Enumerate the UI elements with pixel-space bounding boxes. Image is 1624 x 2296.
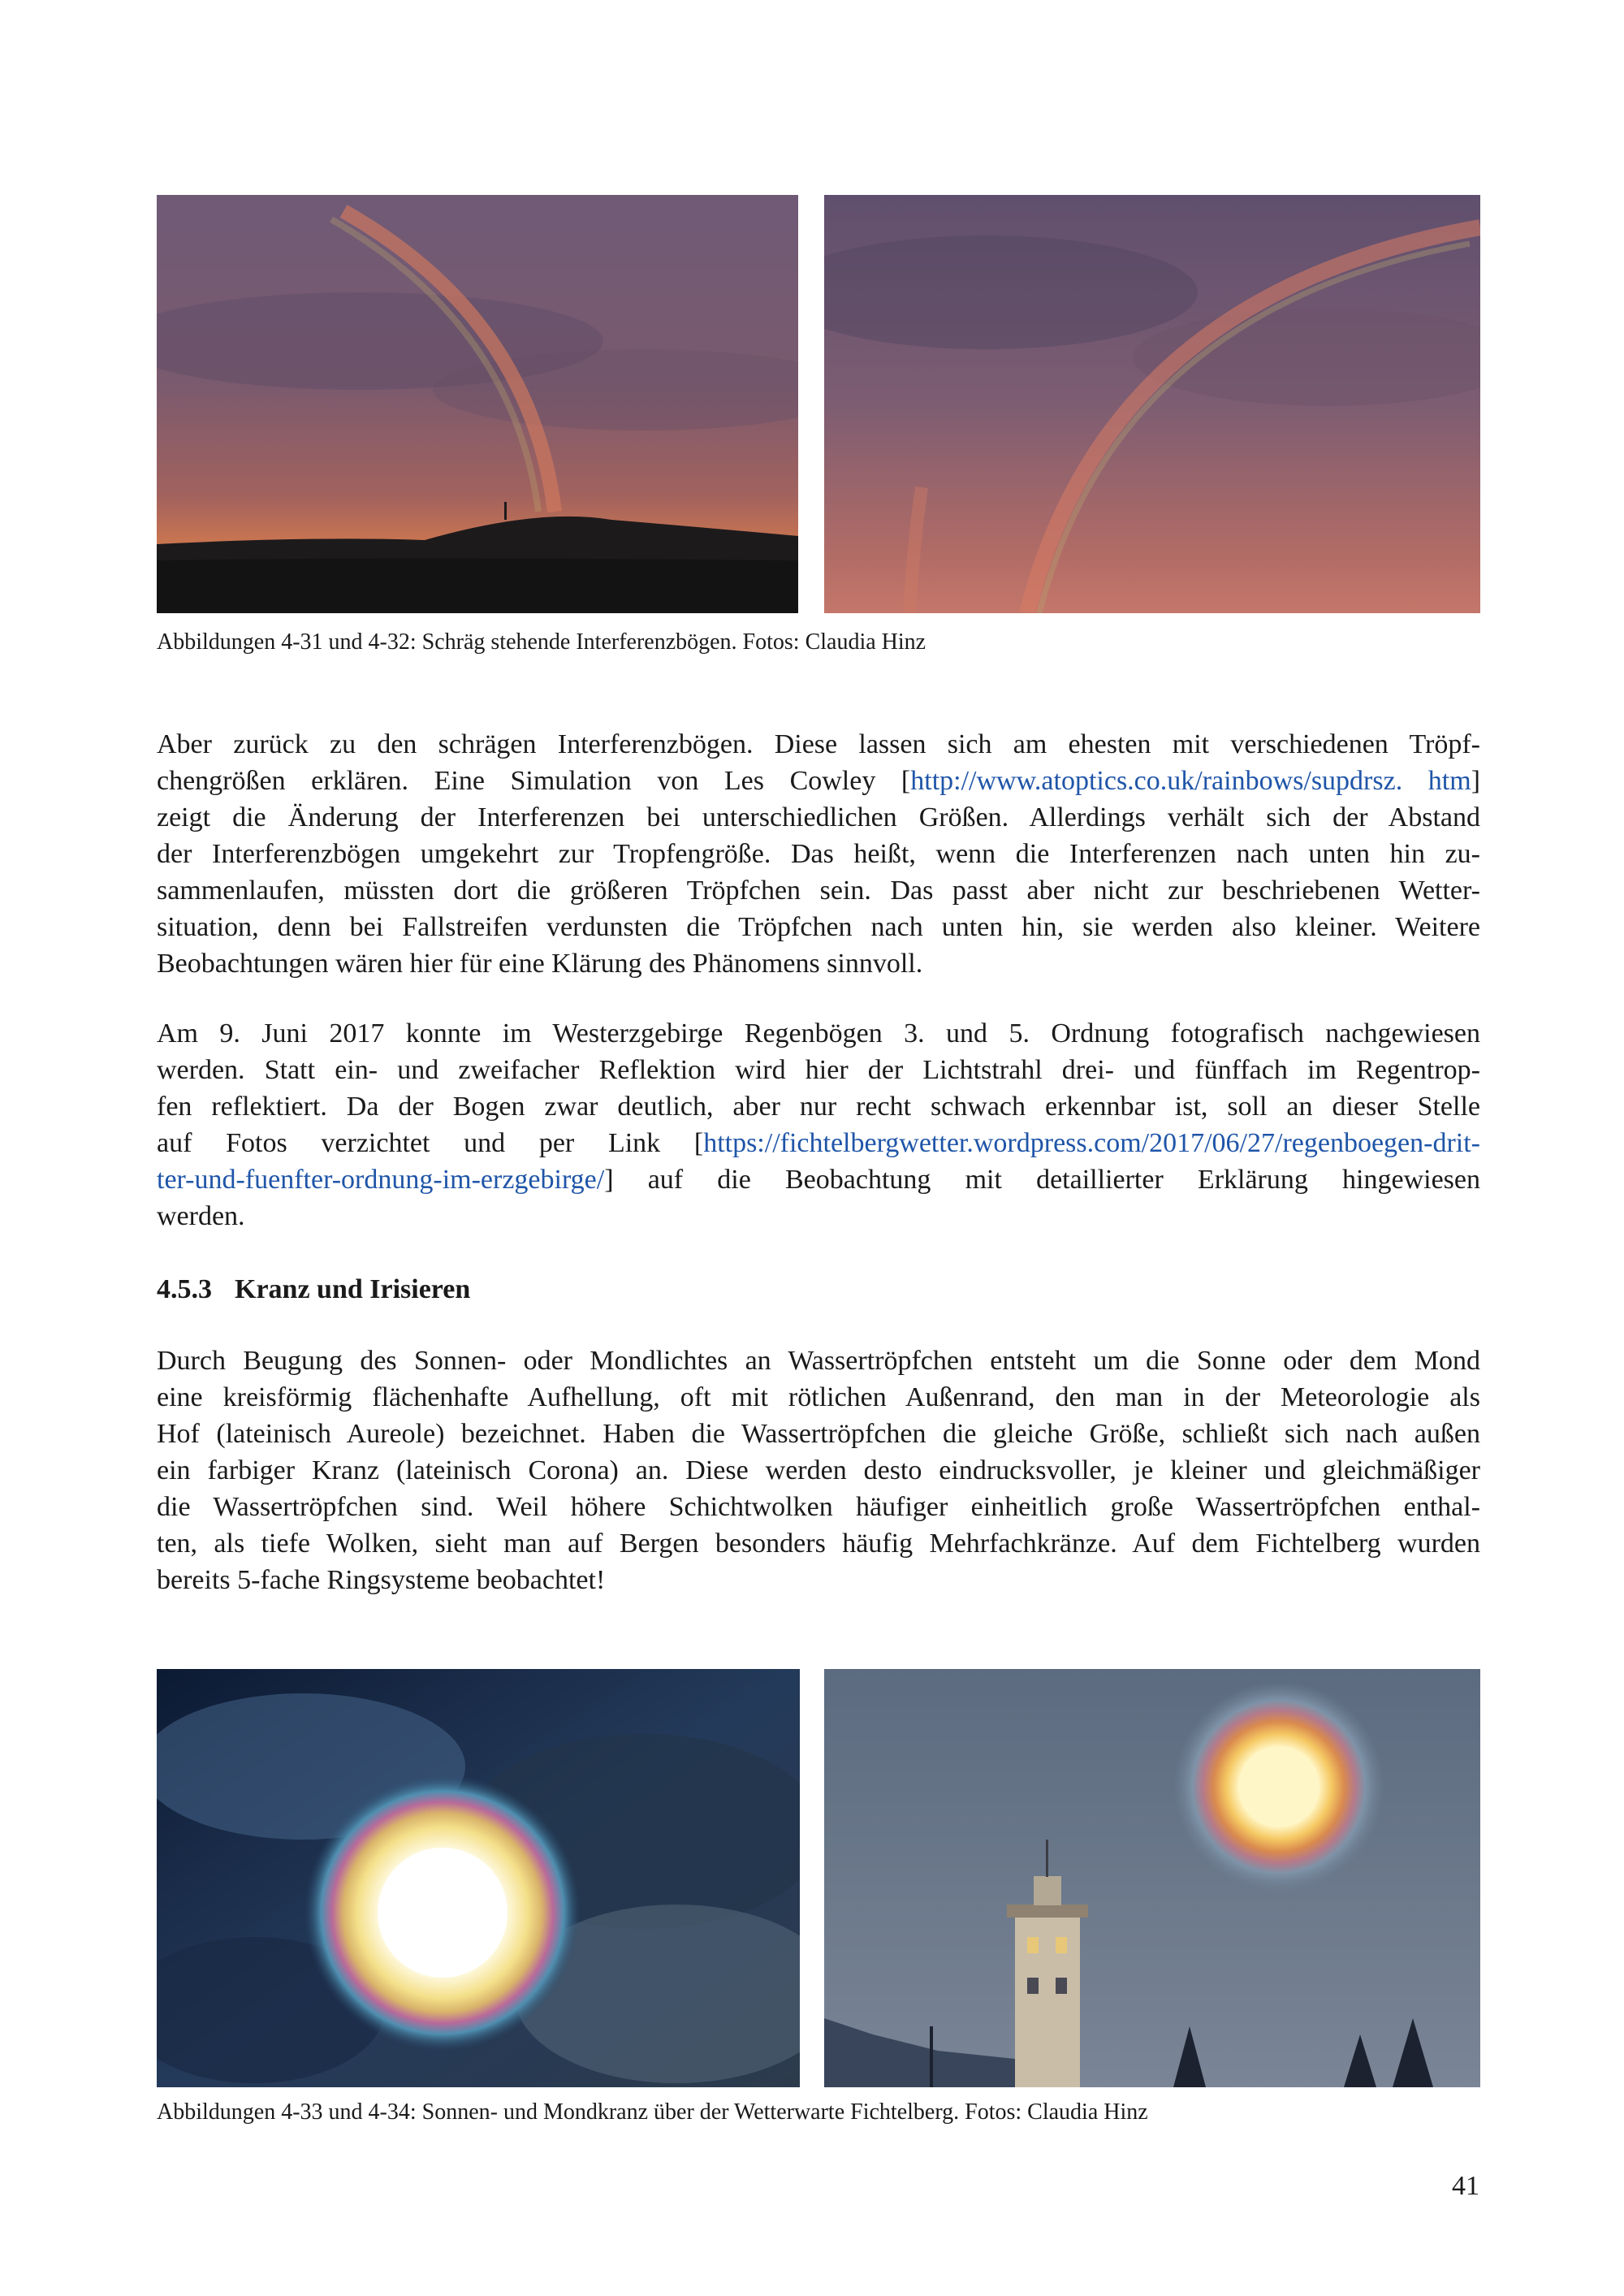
text-line: Hof (lateinisch Aureole) bezeichnet. Haben die Wassertröpfchen die gleiche Größe, schließt sich nach außen bbox=[157, 1419, 1480, 1449]
text-line: Beobachtungen wären hier für eine Klärung des Phänomens sinnvoll. bbox=[157, 949, 923, 979]
text-line: fen reflektiert. Da der Bogen zwar deutlich, aber nur recht schwach erkennbar ist, soll an dieser Stelle bbox=[157, 1092, 1480, 1122]
text-span: ] auf die Beobachtung mit detaillierter Erklärung hingewiesen bbox=[604, 1165, 1480, 1195]
link-fichtelbergwetter-cont[interactable]: ter-und-fuenfter-ordnung-im-erzgebirge/ bbox=[157, 1165, 605, 1195]
section-number: 4.5.3 bbox=[157, 1274, 212, 1304]
text-line: der Interferenzbögen umgekehrt zur Tropfengröße. Das heißt, wenn die Interferenzen nach unten hin zu- bbox=[157, 839, 1480, 869]
text-line: Durch Beugung des Sonnen- oder Mondlichtes an Wassertröpfchen entsteht um die Sonne oder dem Mond bbox=[157, 1346, 1480, 1376]
text-line: situation, denn bei Fallstreifen verdunsten die Tröpfchen nach unten hin, sie werden also kleiner. Weitere bbox=[157, 912, 1480, 942]
text-line: ten, als tiefe Wolken, sieht man auf Bergen besonders häufig Mehrfachkränze. Auf dem Fichtelberg wurden bbox=[157, 1529, 1480, 1559]
page-number: 41 bbox=[1452, 2171, 1479, 2201]
text-line: eine kreisförmig flächenhafte Aufhellung, oft mit rötlichen Außenrand, den man in der Meteorologie als bbox=[157, 1382, 1480, 1412]
text-line: werden. Statt ein- und zweifacher Reflektion wird hier der Lichtstrahl drei- und fünffach im Regentrop- bbox=[157, 1055, 1480, 1085]
text-line: sammenlaufen, müssten dort die größeren Tröpfchen sein. Das passt aber nicht zur beschriebenen Wetter- bbox=[157, 876, 1480, 906]
text-line bbox=[157, 763, 1480, 799]
text-line: die Wassertröpfchen sind. Weil höhere Schichtwolken häufiger einheitlich große Wassertröpfchen enthal- bbox=[157, 1492, 1480, 1522]
text-line: werden. bbox=[157, 1201, 245, 1231]
text-line: bereits 5-fache Ringsysteme beobachtet! bbox=[157, 1565, 606, 1595]
photo-sun-corona bbox=[157, 1669, 800, 2087]
text-line: zeigt die Änderung der Interferenzen bei unterschiedlichen Größen. Allerdings verhält sich der Abstand bbox=[157, 802, 1480, 832]
text-line: Aber zurück zu den schrägen Interferenzbögen. Diese lassen sich am ehesten mit verschiedenen Tröpf- bbox=[157, 729, 1480, 759]
text-line bbox=[157, 1161, 1480, 1198]
section-title: Kranz und Irisieren bbox=[235, 1274, 471, 1304]
text-line: Am 9. Juni 2017 konnte im Westerzgebirge Regenbögen 3. und 5. Ordnung fotografisch nachgewiesen bbox=[157, 1018, 1480, 1049]
text-span: auf Fotos verzichtet und per Link [ bbox=[157, 1128, 704, 1158]
paragraph-corona bbox=[157, 1343, 1480, 1598]
photo-rainbow-left bbox=[157, 195, 798, 613]
text-line bbox=[157, 1125, 1480, 1161]
text-span: chengrößen erklären. Eine Simulation von Les Cowley [ bbox=[157, 766, 911, 796]
link-fichtelbergwetter[interactable]: https://fichtelbergwetter.wordpress.com/2017/06/27/regenboegen-drit- bbox=[703, 1128, 1480, 1158]
paragraph-higher-order-rainbows bbox=[157, 1015, 1480, 1234]
paragraph-interference bbox=[157, 726, 1480, 982]
photo-rainbow-right bbox=[824, 195, 1480, 613]
link-atoptics[interactable]: http://www.atoptics.co.uk/rainbows/supdrsz. htm bbox=[910, 766, 1471, 796]
text-line: ein farbiger Kranz (lateinisch Corona) an. Diese werden desto eindrucksvoller, je kleiner und gleichmäßiger bbox=[157, 1455, 1480, 1485]
section-heading bbox=[157, 1271, 470, 1308]
photo-moon-corona bbox=[824, 1669, 1480, 2087]
caption-top: Abbildungen 4-31 und 4-32: Schräg stehende Interferenzbögen. Fotos: Claudia Hinz bbox=[157, 629, 926, 655]
caption-bottom: Abbildungen 4-33 und 4-34: Sonnen- und Mondkranz über der Wetterwarte Fichtelberg. Fotos: Claudia Hinz bbox=[157, 2099, 1148, 2125]
text-span: ] bbox=[1471, 766, 1480, 796]
